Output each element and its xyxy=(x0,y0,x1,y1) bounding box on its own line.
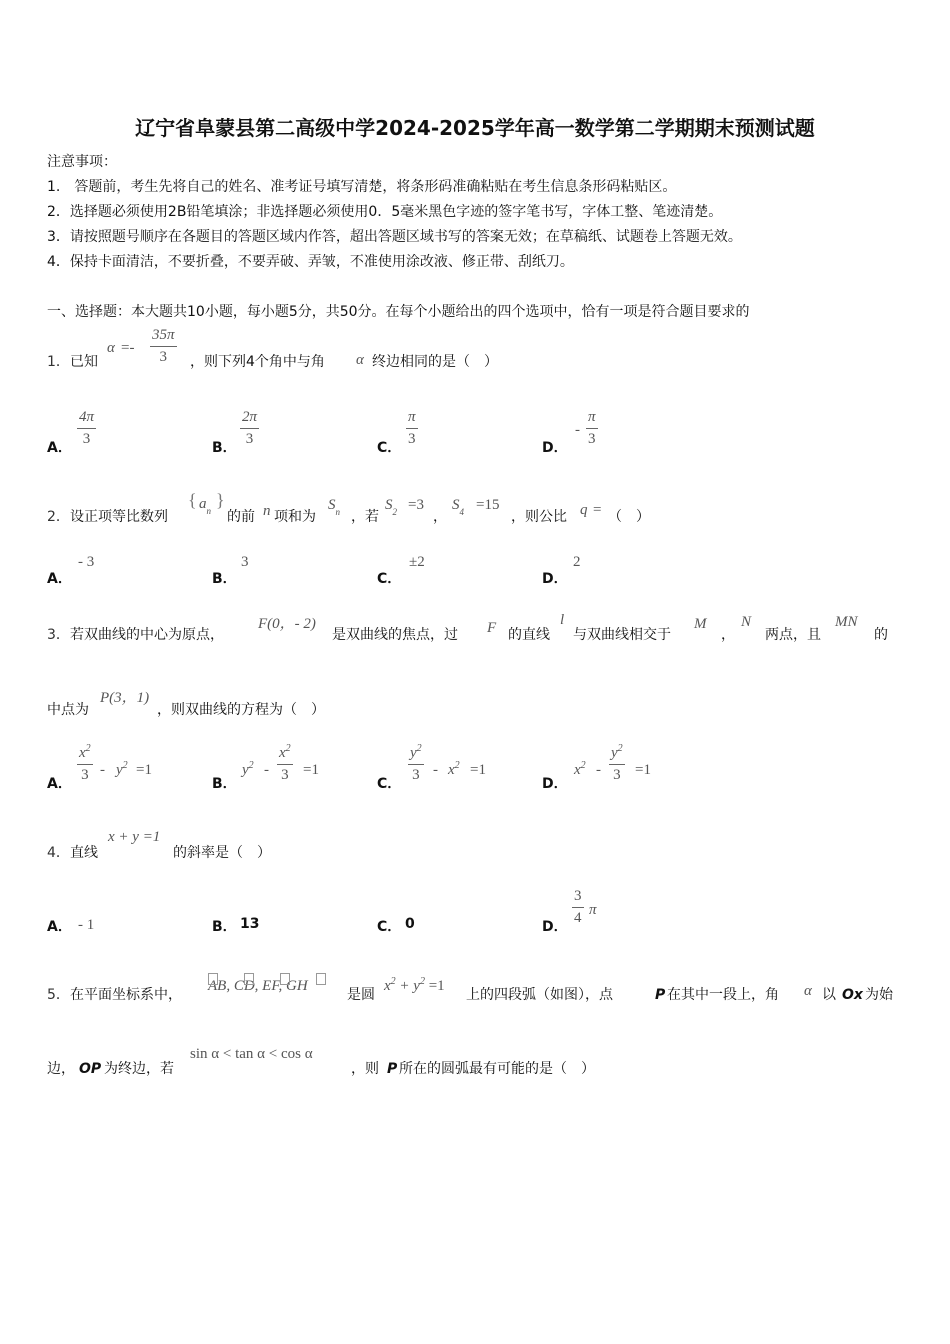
question-text: 终边相同的是（ ） xyxy=(372,354,498,370)
focus-point: F(0，- 2) xyxy=(258,616,316,632)
option-a-term: $y^2$ xyxy=(116,760,128,778)
s4-value: =15 xyxy=(476,497,500,513)
option-a-label: A． xyxy=(47,571,72,587)
option-c-value: π 3 xyxy=(408,409,416,447)
option-b-rhs: =1 xyxy=(303,762,319,778)
question-text: 的直线 xyxy=(508,627,550,643)
point-p: P xyxy=(387,1061,398,1077)
option-c-term: $x^2$ xyxy=(448,760,460,778)
option-a-value: - 3 xyxy=(78,554,95,570)
option-d-term: $x^2$ xyxy=(574,760,586,778)
question-text: ，则双曲线的方程为（ ） xyxy=(157,702,325,718)
option-c-label: C． xyxy=(377,776,402,792)
option-a-label: A． xyxy=(47,919,72,935)
question-text: ，若 xyxy=(351,509,379,525)
question-text: ，则下列4个角中与角 xyxy=(190,354,325,370)
option-c-value: ±2 xyxy=(409,554,425,570)
question-text: 项和为 xyxy=(274,509,316,525)
pi-symbol: π xyxy=(589,902,597,918)
arc-mark xyxy=(316,973,327,992)
question-text: 以 xyxy=(822,987,836,1003)
option-c-fraction: $y^2$ 3 xyxy=(410,743,422,783)
sum-s2: $S_2$ xyxy=(385,497,397,517)
option-a-minus: - xyxy=(100,762,105,778)
option-c-rhs: =1 xyxy=(470,762,486,778)
variable-n: n xyxy=(263,503,271,519)
equals-sign: = xyxy=(593,502,602,518)
fraction-denominator: 3 xyxy=(159,349,167,365)
notice-item: 1. 答题前，考生先将自己的姓名、准考证号填写清楚，将条形码准确粘贴在考生信息条形码粘贴区。 xyxy=(47,179,677,195)
question-text: ， xyxy=(433,509,447,525)
question-text: 在其中一段上，角 xyxy=(667,987,779,1003)
option-a-fraction: $x^2$ 3 xyxy=(79,743,91,783)
sum-s4: $S_4$ xyxy=(452,497,464,517)
question-number: 5． xyxy=(47,987,70,1003)
question-text: 是双曲线的焦点，过 xyxy=(332,627,458,643)
axis-ox: Ox xyxy=(842,987,863,1003)
segment-mn: MN xyxy=(835,614,858,630)
brace-right: } xyxy=(216,490,225,510)
s2-value: =3 xyxy=(408,497,424,513)
question-number: 2． xyxy=(47,509,70,525)
alpha-symbol: α xyxy=(107,340,115,356)
option-d-value: 2 xyxy=(573,554,581,570)
option-d-fraction: 3 4 xyxy=(574,888,582,926)
option-a-label: A． xyxy=(47,440,72,456)
question-text: 设正项等比数列 xyxy=(70,509,168,525)
midpoint-p: P(3，1) xyxy=(100,690,150,706)
option-a-value: 4π 3 xyxy=(79,409,95,447)
option-b-label: B． xyxy=(212,776,237,792)
fraction xyxy=(150,327,177,366)
fraction-numerator: 35π xyxy=(152,327,175,343)
trig-inequality: sin α < tan α < cos α xyxy=(190,1046,313,1062)
alpha-symbol: α xyxy=(356,352,364,368)
question-text: 为终边，若 xyxy=(104,1061,174,1077)
option-b-label: B． xyxy=(212,919,237,935)
question-text: 的斜率是（ ） xyxy=(173,845,271,861)
point-m: M xyxy=(694,616,707,632)
option-c-value: 0 xyxy=(405,916,415,932)
question-text: 与双曲线相交于 xyxy=(573,627,671,643)
minus-sign: - xyxy=(575,422,580,438)
question-text: 直线 xyxy=(70,845,98,861)
variable-q: q xyxy=(580,502,588,518)
question-text: 两点，且 xyxy=(765,627,821,643)
option-d-fraction: $y^2$ 3 xyxy=(611,743,623,783)
question-number: 1． xyxy=(47,354,70,370)
question-text: ，则 xyxy=(351,1061,379,1077)
arc-mark xyxy=(208,973,219,992)
question-text: 在平面坐标系中， xyxy=(70,987,182,1003)
notice-item: 2．选择题必须使用2B铅笔填涂；非选择题必须使用0．5毫米黑色字迹的签字笔书写，字体工整、笔迹清楚。 xyxy=(47,204,723,220)
section-heading: 一、选择题：本大题共10小题，每小题5分，共50分。在每个小题给出的四个选项中，恰有一项是符合题目要求的 xyxy=(47,304,750,320)
option-d-label: D． xyxy=(542,919,568,935)
point-n: N xyxy=(741,614,752,630)
question-text: 所在的圆弧最有可能的是（ ） xyxy=(399,1061,595,1077)
arc-mark xyxy=(280,973,291,992)
option-a-value: - 1 xyxy=(78,917,95,933)
question-text: 是圆 xyxy=(347,987,375,1003)
page-title: 辽宁省阜蒙县第二高级中学2024-2025学年高一数学第二学期期末预测试题 xyxy=(135,116,815,140)
sum-sn: $S_n$ xyxy=(328,497,340,517)
question-text: （ ） xyxy=(608,509,650,525)
sequence-term: $a_n$ xyxy=(199,496,211,516)
point-p: P xyxy=(655,987,666,1003)
option-d-value: π 3 xyxy=(588,409,596,447)
question-text: 的前 xyxy=(227,509,255,525)
brace-left: { xyxy=(188,490,197,510)
option-b-value: 13 xyxy=(240,916,260,932)
option-a-label: A． xyxy=(47,776,72,792)
option-d-rhs: =1 xyxy=(635,762,651,778)
question-number: 3． xyxy=(47,627,70,643)
option-d-minus: - xyxy=(596,762,601,778)
circle-equation: $x^2 + y^2 =1$ xyxy=(384,976,445,994)
option-c-minus: - xyxy=(433,762,438,778)
line-equation: x + y =1 xyxy=(108,829,161,845)
notice-item: 4．保持卡面清洁，不要折叠，不要弄破、弄皱，不准使用涂改液、修正带、刮纸刀。 xyxy=(47,254,574,270)
ray-op: OP xyxy=(79,1061,102,1077)
option-b-label: B． xyxy=(212,571,237,587)
option-b-minus: - xyxy=(264,762,269,778)
notice-item: 3．请按照题号顺序在各题目的答题区域内作答，超出答题区域书写的答案无效；在草稿纸、试题卷上答题无效。 xyxy=(47,229,742,245)
question-text: 已知 xyxy=(70,354,98,370)
question-text: 为始 xyxy=(865,987,893,1003)
option-b-fraction: $x^2$ 3 xyxy=(279,743,291,783)
notice-heading: 注意事项： xyxy=(47,154,117,170)
line-l: l xyxy=(560,612,565,628)
question-text: 中点为 xyxy=(47,702,89,718)
option-c-label: C． xyxy=(377,440,402,456)
question-text: 上的四段弧（如图），点 xyxy=(466,987,613,1003)
option-c-label: C． xyxy=(377,571,402,587)
option-b-value: 3 xyxy=(241,554,249,570)
arc-labels: AB, CD, EF, GH xyxy=(208,978,308,994)
arc-mark xyxy=(244,973,255,992)
option-b-value: 2π 3 xyxy=(242,409,258,447)
option-c-label: C． xyxy=(377,919,402,935)
equals-minus: =- xyxy=(121,340,135,356)
question-number: 4． xyxy=(47,845,70,861)
alpha-symbol: α xyxy=(804,983,812,999)
option-d-label: D． xyxy=(542,440,568,456)
point-f: F xyxy=(487,620,497,636)
question-text: ， xyxy=(721,627,735,643)
question-text: 边， xyxy=(47,1061,75,1077)
option-d-label: D． xyxy=(542,571,568,587)
option-a-rhs: =1 xyxy=(136,762,152,778)
question-text: 的 xyxy=(874,627,888,643)
option-d-label: D． xyxy=(542,776,568,792)
option-b-label: B． xyxy=(212,440,237,456)
option-b-term: $y^2$ xyxy=(242,760,254,778)
question-text: 若双曲线的中心为原点， xyxy=(70,627,224,643)
question-text: ，则公比 xyxy=(511,509,567,525)
